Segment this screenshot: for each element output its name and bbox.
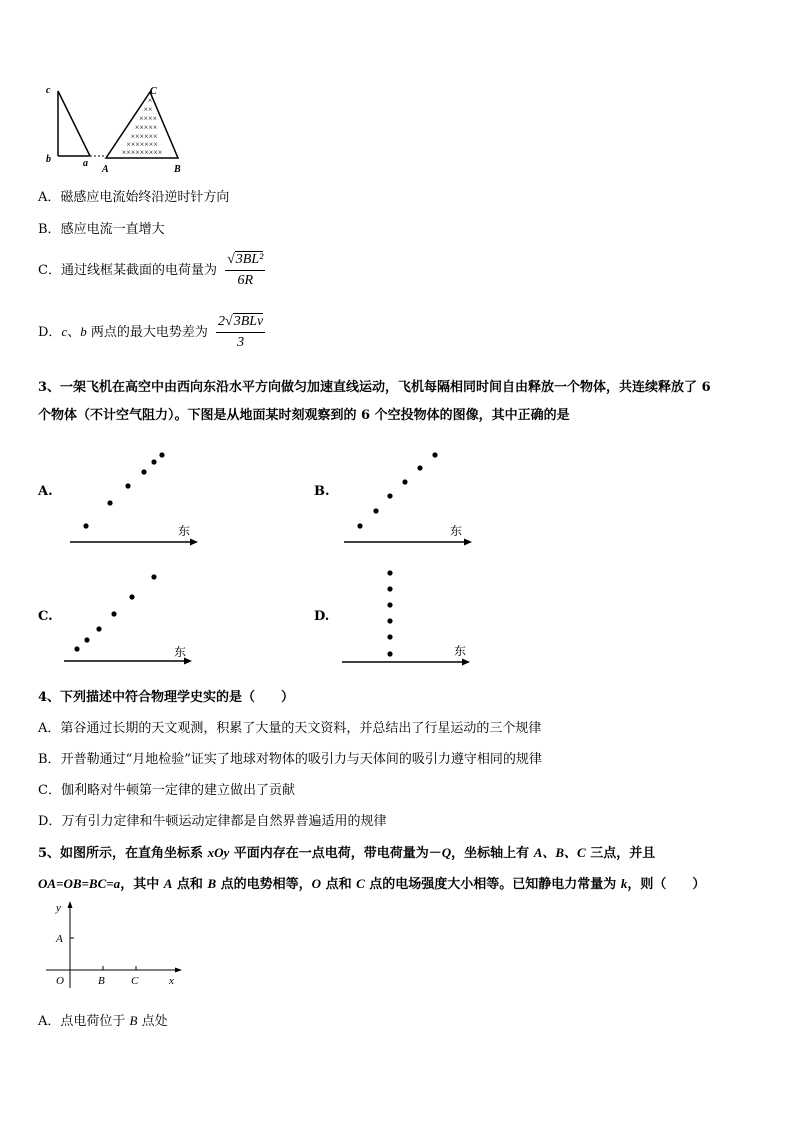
question-number: 4、 [38, 690, 61, 705]
q4-option-b [38, 748, 542, 767]
text-run: 点的电势相等， [216, 877, 312, 892]
field-row: ×××× [138, 114, 158, 123]
field-row: ×× [143, 105, 153, 114]
fraction-denominator: 6R [237, 273, 253, 288]
text-run: 点的电场强度大小相等。已知静电力常量为 [364, 877, 621, 892]
fraction: $\frac{\text{√3BL²}}{6R}$ [227, 252, 264, 288]
text-run: ，其中 [120, 877, 164, 892]
option-key: C． [38, 783, 61, 798]
option-key: D． [38, 814, 62, 829]
option-key: D． [38, 325, 62, 340]
east-label: 东 [178, 524, 191, 538]
option-key: A． [38, 190, 61, 205]
question-text: 个物体（不计空气阻力）。下图是从地面某时刻观察到的 6 个空投物体的图像，其中正确的是 [38, 408, 570, 423]
var-abc: A、B、C [533, 845, 586, 860]
label-a: a [83, 158, 88, 169]
var-k: k [620, 876, 628, 891]
axis-y-label: y [56, 902, 61, 914]
question-text: 下列描述中符合物理学史实的是（ ） [60, 690, 295, 705]
panel-c-figure [60, 568, 210, 668]
option-text: 第谷通过长期的天文观测，积累了大量的天文资料，并总结出了行星运动的三个规律 [60, 721, 542, 736]
q4-option-c [38, 779, 295, 798]
panel-c-label: C. [38, 609, 53, 624]
q2-option-c [38, 252, 265, 289]
q2-option-d [38, 314, 265, 351]
option-key: C． [38, 263, 61, 278]
coordinate-figure [40, 898, 190, 994]
var-c: c [61, 324, 68, 339]
q4-option-d [38, 810, 386, 829]
question-number: 3、 [38, 380, 61, 395]
label-c: c [46, 85, 51, 96]
origin-label: O [56, 975, 64, 987]
text-run: 平面内存在一点电荷，带电荷量为－ [229, 846, 442, 861]
var-b: b [80, 324, 87, 339]
var-xoy: xOy [207, 845, 230, 860]
q3-stem-line2 [38, 404, 570, 423]
question-number: 5、 [38, 846, 61, 861]
label-B: B [174, 164, 181, 175]
point-c-label: C [131, 975, 139, 987]
fraction-denominator: 3 [237, 335, 245, 350]
separator: 、 [67, 325, 81, 340]
option-key: A． [38, 1014, 61, 1029]
label-b: b [46, 154, 51, 165]
option-key: B． [38, 752, 61, 767]
var-a: A [163, 876, 173, 891]
fraction: $\frac{\text{2√3BLv}}{3}$ [218, 314, 264, 350]
field-row: × [147, 96, 153, 105]
fraction-numerator: 3BL² [235, 252, 264, 267]
field-row: ××××××××× [121, 148, 163, 157]
triangle-figure [40, 84, 200, 176]
q5-stem-line1 [38, 842, 655, 861]
label-A: A [102, 164, 109, 175]
option-text: 磁感应电流始终沿逆时针方向 [60, 190, 230, 205]
text-run: 三点，并且 [585, 846, 656, 861]
option-key: A． [38, 721, 61, 736]
field-row: ××××× [134, 123, 158, 132]
text-run: 点和 [172, 877, 208, 892]
option-text: 万有引力定律和牛顿运动定律都是自然界普遍适用的规律 [61, 814, 387, 829]
var-c: C [356, 876, 365, 891]
var-q: Q [441, 845, 452, 860]
panel-b-label: B. [314, 484, 330, 499]
q2-option-a [38, 186, 229, 205]
var-o: O [311, 876, 322, 891]
option-text: 点电荷位于 [60, 1014, 130, 1029]
option-text: 开普勒通过“月地检验”证实了地球对物体的吸引力与天体间的吸引力遵守相同的规律 [60, 752, 542, 767]
option-text: 点处 [137, 1014, 168, 1029]
var-equation: OA=OB=BC=a [38, 876, 121, 891]
text-run: 点和 [321, 877, 357, 892]
q3-stem-line1 [38, 376, 711, 395]
option-text: 两点的最大电势差为 [86, 325, 208, 340]
q4-option-a [38, 717, 541, 736]
axis-x-label: x [169, 975, 174, 987]
field-row: ××××××× [126, 140, 158, 149]
field-row: ×××××× [130, 132, 158, 141]
q5-stem-line2 [38, 873, 705, 892]
text-run: ，则（ ） [627, 877, 706, 892]
question-text: 一架飞机在高空中由西向东沿水平方向做匀加速直线运动，飞机每隔相同时间自由释放一个物体，共连续释放了 6 [60, 380, 711, 395]
label-C: C [150, 86, 157, 97]
panel-d-label: D. [314, 609, 330, 624]
panel-d-figure [338, 562, 488, 668]
q2-option-b [38, 218, 165, 237]
option-text: 伽利略对牛顿第一定律的建立做出了贡献 [60, 783, 295, 798]
var-b: B [207, 876, 217, 891]
option-text: 感应电流一直增大 [60, 222, 165, 237]
panel-b-figure [338, 448, 488, 548]
text-run: 如图所示，在直角坐标系 [60, 846, 208, 861]
q5-option-a [38, 1010, 168, 1029]
var-b: B [129, 1013, 138, 1028]
option-text: 通过线框某截面的电荷量为 [60, 263, 217, 278]
point-b-label: B [98, 975, 105, 987]
east-label: 东 [174, 645, 187, 659]
panel-a-figure [60, 448, 210, 548]
east-label: 东 [450, 524, 463, 538]
east-label: 东 [454, 644, 467, 658]
option-key: B． [38, 222, 61, 237]
text-run: ，坐标轴上有 [451, 846, 534, 861]
fraction-numerator: 3BLv [233, 314, 264, 329]
coefficient: 2 [218, 314, 226, 329]
point-a-label: A [56, 933, 63, 945]
q4-stem [38, 686, 294, 705]
panel-a-label: A. [38, 484, 53, 499]
